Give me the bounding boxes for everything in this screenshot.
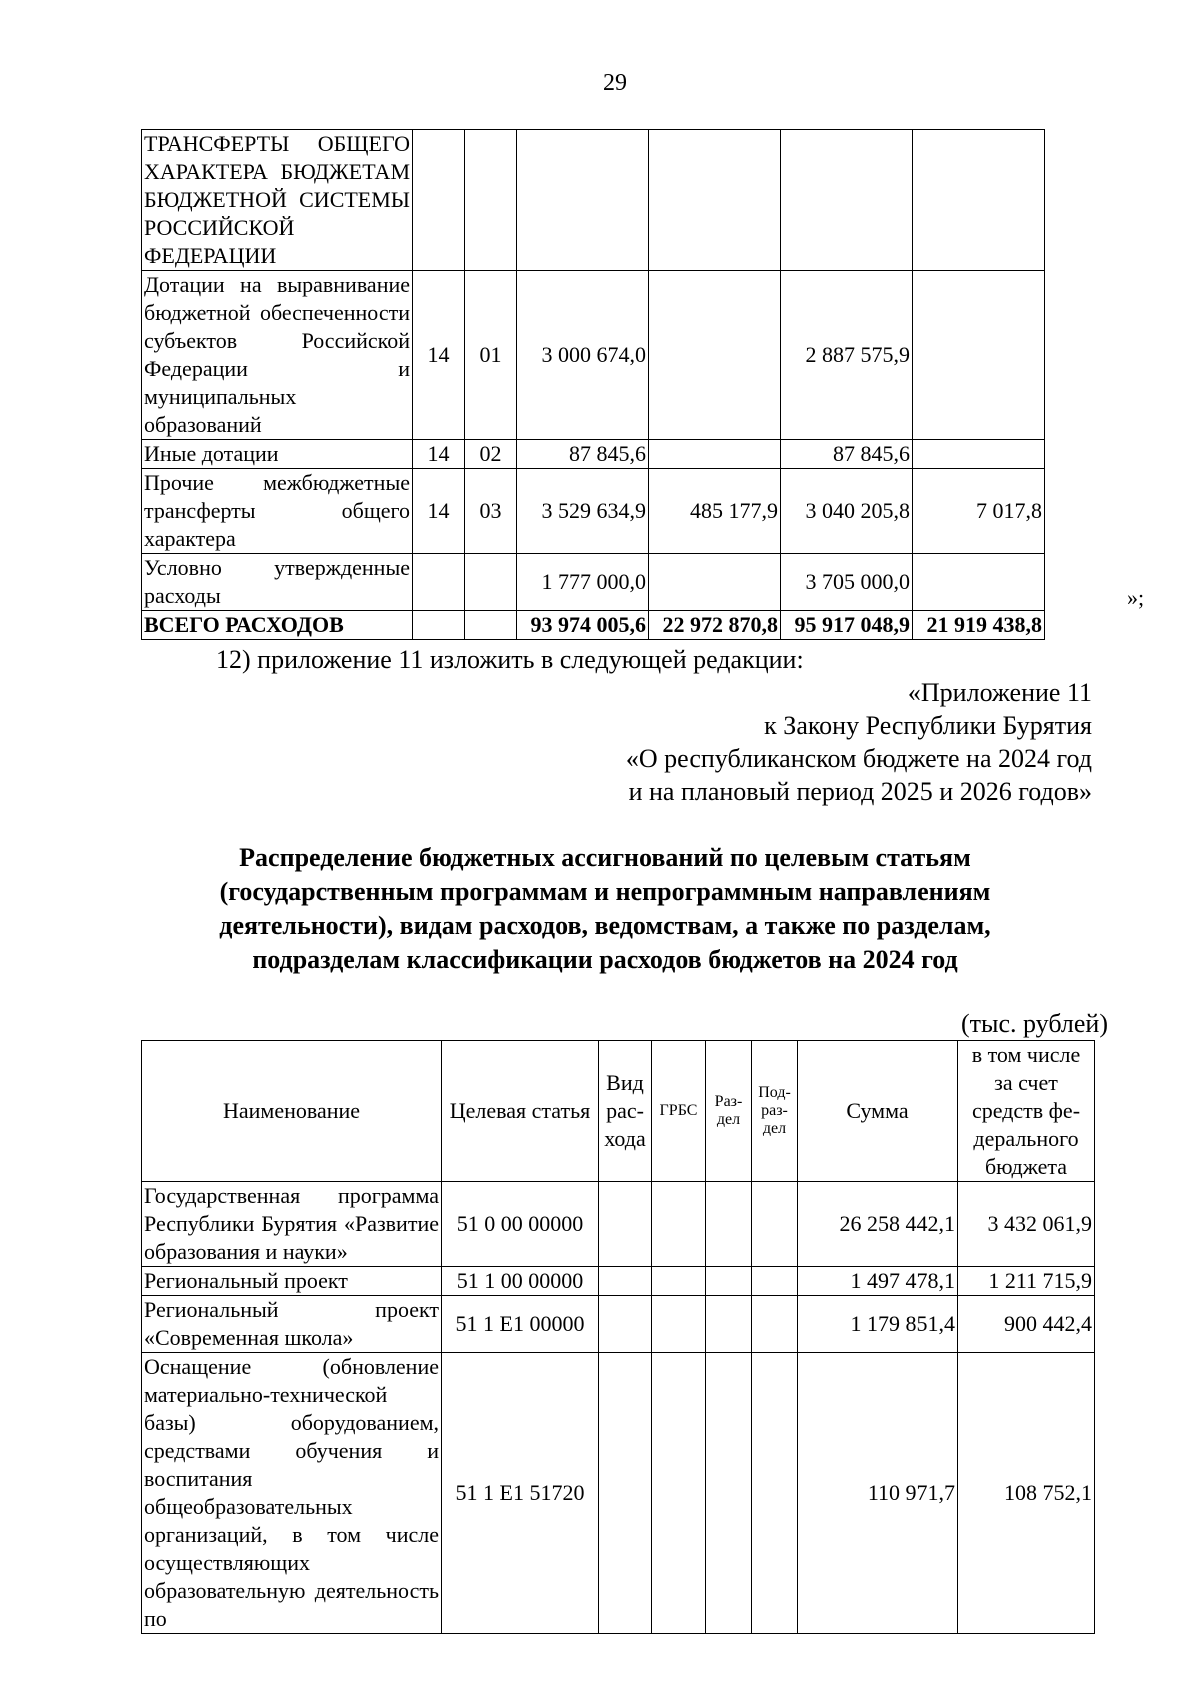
row-name: Дотации на выравнивание бюджетной обеспеченности субъектов Российской Федерации и муниципальных образований: [142, 271, 413, 440]
federal-2024-cell: [649, 130, 781, 271]
sum-2024-cell: 1 777 000,0: [517, 554, 649, 611]
row-name: Условно утвержденные расходы: [142, 554, 413, 611]
federal-2025-cell: 7 017,8: [913, 469, 1045, 554]
subsection-cell: 02: [465, 440, 517, 469]
header-name: Наименование: [142, 1041, 442, 1182]
grbs-cell: [652, 1296, 706, 1353]
row-name: Региональный проект: [142, 1267, 442, 1296]
grbs-cell: [652, 1353, 706, 1634]
row-name: Иные дотации: [142, 440, 413, 469]
table-row: [142, 1182, 1095, 1267]
header-expense-type-line: рас-: [606, 1098, 644, 1123]
table-header: [142, 1041, 1095, 1182]
title-line-3: деятельности), видам расходов, ведомствам, а также по разделам,: [219, 911, 991, 940]
sum-cell: 1 179 851,4: [798, 1296, 958, 1353]
federal-2025-cell: [913, 130, 1045, 271]
sum-2024-cell: 3 529 634,9: [517, 469, 649, 554]
grbs-cell: [652, 1267, 706, 1296]
total-label: ВСЕГО РАСХОДОВ: [142, 611, 413, 640]
section-cell: [413, 130, 465, 271]
subsection-cell: [465, 130, 517, 271]
section-cell: 14: [413, 440, 465, 469]
section-cell: 14: [413, 469, 465, 554]
sum-2025-cell: [781, 130, 913, 271]
header-section: [706, 1041, 752, 1182]
total-federal-2025-cell: 21 919 438,8: [913, 611, 1045, 640]
table-row: [142, 1353, 1095, 1634]
table-row: [142, 440, 1045, 469]
table-row: [142, 1296, 1095, 1353]
row-name: ТРАНСФЕРТЫ ОБЩЕГО ХАРАКТЕРА БЮДЖЕТАМ БЮДЖЕТНОЙ СИСТЕМЫ РОССИЙСКОЙ ФЕДЕРАЦИИ: [142, 130, 413, 271]
title-line-1: Распределение бюджетных ассигнований по целевым статьям: [239, 843, 971, 872]
target-article-cell: 51 0 00 00000: [442, 1182, 599, 1267]
sum-2024-cell: 3 000 674,0: [517, 271, 649, 440]
table-row: [142, 1267, 1095, 1296]
appendix-line-4: и на плановый период 2025 и 2026 годов»: [628, 777, 1092, 806]
sum-cell: 26 258 442,1: [798, 1182, 958, 1267]
section-cell: [706, 1267, 752, 1296]
federal-cell: 1 211 715,9: [958, 1267, 1095, 1296]
sum-2024-cell: [517, 130, 649, 271]
amendment-paragraph: 12) приложение 11 изложить в следующей редакции:: [216, 645, 804, 674]
appendix-line-3: «О республиканском бюджете на 2024 год: [625, 744, 1092, 773]
section-cell: [413, 554, 465, 611]
total-2025-cell: 95 917 048,9: [781, 611, 913, 640]
header-sum: Сумма: [798, 1041, 958, 1182]
section-cell: [413, 611, 465, 640]
total-federal-2024-cell: 22 972 870,8: [649, 611, 781, 640]
row-name: Прочие межбюджетные трансферты общего характера: [142, 469, 413, 554]
subsection-cell: [752, 1296, 798, 1353]
table-row: [142, 469, 1045, 554]
total-2024-cell: 93 974 005,6: [517, 611, 649, 640]
expense-type-cell: [599, 1296, 652, 1353]
federal-2024-cell: [649, 271, 781, 440]
subsection-cell: [465, 611, 517, 640]
page-number: 29: [603, 70, 627, 96]
subsection-cell: [465, 554, 517, 611]
header-federal-line: бюджета: [984, 1154, 1068, 1179]
header-subsection: [752, 1041, 798, 1182]
subsection-cell: [752, 1353, 798, 1634]
sum-2025-cell: 87 845,6: [781, 440, 913, 469]
federal-2025-cell: [913, 271, 1045, 440]
section-cell: [706, 1182, 752, 1267]
appendix-line-2: к Закону Республики Бурятия: [764, 711, 1092, 740]
federal-2025-cell: [913, 554, 1045, 611]
document-title: [160, 841, 1050, 977]
sum-2024-cell: 87 845,6: [517, 440, 649, 469]
expense-type-cell: [599, 1182, 652, 1267]
row-name: Региональный проект «Современная школа»: [142, 1296, 442, 1353]
table-row: [142, 271, 1045, 440]
header-expense-type-line: Вид: [606, 1070, 644, 1095]
section-cell: 14: [413, 271, 465, 440]
target-article-cell: 51 1 00 00000: [442, 1267, 599, 1296]
federal-2024-cell: 485 177,9: [649, 469, 781, 554]
federal-cell: 900 442,4: [958, 1296, 1095, 1353]
federal-cell: 3 432 061,9: [958, 1182, 1095, 1267]
table-row-total: [142, 611, 1045, 640]
expense-type-cell: [599, 1267, 652, 1296]
sum-2025-cell: 2 887 575,9: [781, 271, 913, 440]
header-target-article: Целевая статья: [442, 1041, 599, 1182]
quote-close: »;: [1127, 585, 1145, 610]
header-subsection-line: Под-: [758, 1084, 791, 1101]
grbs-cell: [652, 1182, 706, 1267]
title-line-2: (государственным программам и непрограммным направлениям: [219, 877, 991, 906]
header-section-line: Раз-: [714, 1093, 743, 1110]
header-expense-type-line: хода: [604, 1126, 646, 1151]
section-cell: [706, 1353, 752, 1634]
table-row: [142, 130, 1045, 271]
sum-cell: 110 971,7: [798, 1353, 958, 1634]
sum-2025-cell: 3 705 000,0: [781, 554, 913, 611]
header-federal-line: дерального: [973, 1126, 1079, 1151]
subsection-cell: 01: [465, 271, 517, 440]
appendix-line-1: «Приложение 11: [907, 678, 1092, 707]
title-line-4: подразделам классификации расходов бюджетов на 2024 год: [252, 945, 958, 974]
row-name: Государственная программа Республики Бурятия «Развитие образования и науки»: [142, 1182, 442, 1267]
subsection-cell: [752, 1182, 798, 1267]
header-federal-line: средств фе-: [971, 1098, 1081, 1123]
target-article-cell: 51 1 E1 00000: [442, 1296, 599, 1353]
subsection-cell: 03: [465, 469, 517, 554]
sum-2025-cell: 3 040 205,8: [781, 469, 913, 554]
expense-type-cell: [599, 1353, 652, 1634]
sum-cell: 1 497 478,1: [798, 1267, 958, 1296]
header-grbs: ГРБС: [652, 1041, 706, 1182]
federal-cell: 108 752,1: [958, 1353, 1095, 1634]
target-article-cell: 51 1 E1 51720: [442, 1353, 599, 1634]
header-federal-line: за счет: [994, 1070, 1058, 1095]
header-section-line: дел: [716, 1111, 741, 1128]
table-row: [142, 554, 1045, 611]
federal-2024-cell: [649, 440, 781, 469]
units-label: (тыс. рублей): [960, 1009, 1108, 1038]
header-federal: [958, 1041, 1095, 1182]
subsection-cell: [752, 1267, 798, 1296]
allocation-table: [141, 1040, 1095, 1634]
row-name: Оснащение (обновление материально-технической базы) оборудованием, средствами обучения и воспитания общеобразовательных организаций, в том числе осуществляющих образовательную деятельность по: [142, 1353, 442, 1634]
federal-2024-cell: [649, 554, 781, 611]
section-cell: [706, 1296, 752, 1353]
header-subsection-line: дел: [762, 1120, 787, 1137]
header-expense-type: [599, 1041, 652, 1182]
header-subsection-line: раз-: [761, 1102, 788, 1119]
header-federal-line: в том числе: [971, 1042, 1081, 1067]
expenses-table-continued: [141, 129, 1045, 640]
federal-2025-cell: [913, 440, 1045, 469]
